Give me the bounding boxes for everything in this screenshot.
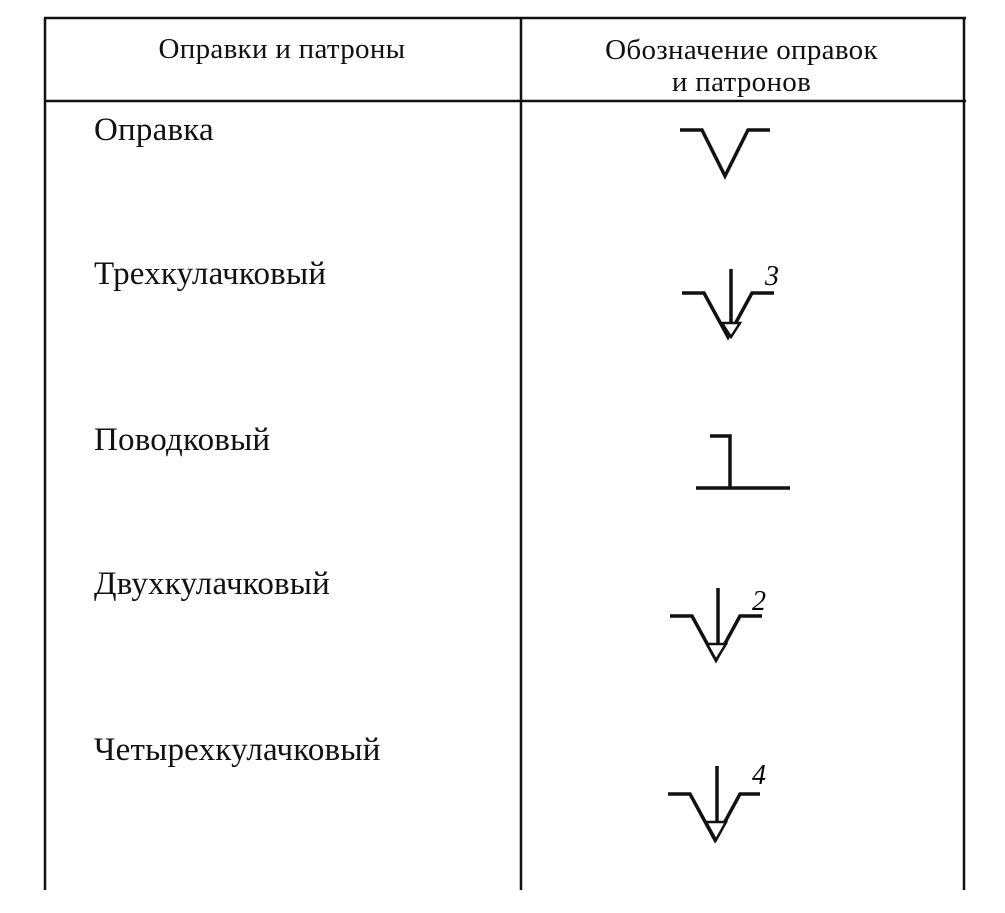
header-designation-line1: Обозначение оправок [605, 34, 878, 66]
row-label-two-jaw: Двухкулачковый [94, 566, 331, 602]
header-mandrels-and-chucks: Оправки и патроны [158, 33, 406, 65]
row-label-three-jaw: Трехкулачковый [94, 256, 327, 292]
jaw-count-index: 4 [752, 760, 766, 791]
driver-chuck-symbol-icon [690, 428, 800, 498]
row-label-mandrel: Оправка [94, 112, 214, 148]
header-designation [520, 34, 963, 98]
jaw-chuck-symbol-icon [660, 578, 790, 673]
jaw-count-index: 2 [752, 586, 766, 617]
header-designation-line2: и патронов [671, 66, 812, 98]
row-label-driver: Поводковый [94, 422, 271, 458]
mandrel-symbol-icon [670, 118, 780, 188]
jaw-chuck-symbol-icon [670, 255, 800, 350]
jaw-chuck-symbol-icon [660, 760, 790, 855]
jaw-count-index: 3 [765, 261, 779, 292]
row-label-four-jaw: Четырехкулачковый [94, 732, 381, 768]
